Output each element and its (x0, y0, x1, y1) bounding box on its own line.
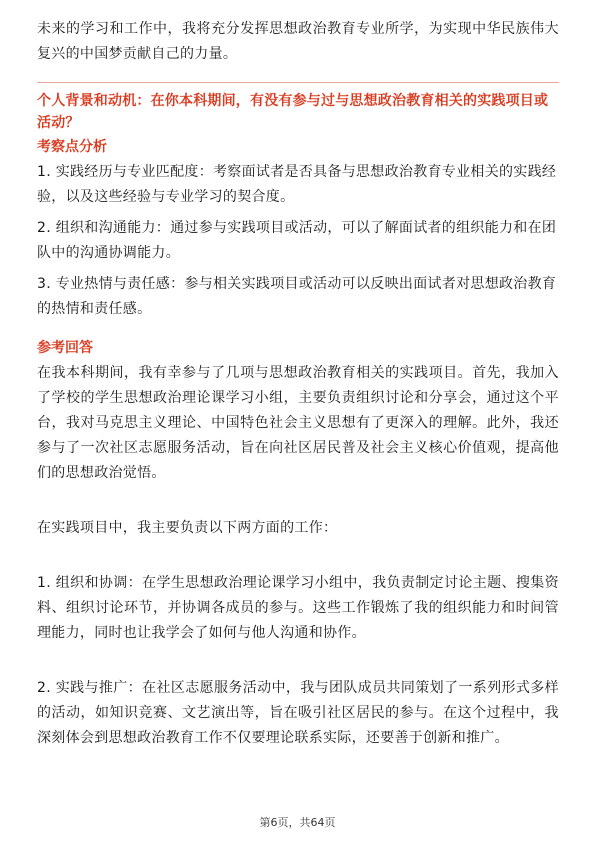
analysis-title: 考察点分析 (37, 139, 107, 155)
analysis-point: 3. 专业热情与责任感：参与相关实践项目或活动可以反映出面试者对思想政治教育的热情和责任感。 (37, 276, 557, 317)
document-page (37, 17, 559, 751)
analysis-point: 1. 实践经历与专业匹配度：考察面试者是否具备与思想政治教育专业相关的实践经验，以及这些经验与专业学习的契合度。 (37, 164, 557, 205)
answer-paragraph: 在我本科期间，我有幸参与了几项与思想政治教育相关的实践项目。首先，我加入了学校的学生思想政治理论课学习小组，主要负责组织讨论和分享会，通过这个平台，我对马克思主义理论、中国特色社会主义思想有了更深入的理解。此外，我还参与了一次社区志愿服务活动，旨在向社区居民普及社会主义核心价值观，提高他们的思想政治觉悟。 (37, 365, 559, 481)
answer-paragraph: 在实践项目中，我主要负责以下两方面的工作： (37, 520, 338, 536)
page-number: 第6页，共64页 (259, 816, 336, 829)
answer-section (37, 338, 559, 751)
analysis-point: 2. 组织和沟通能力：通过参与实践项目或活动，可以了解面试者的组织能力和在团队中的沟通协调能力。 (37, 220, 557, 261)
intro-paragraph: 未来的学习和工作中，我将充分发挥思想政治教育专业所学，为实现中华民族伟大复兴的中国梦贡献自己的力量。 (37, 21, 559, 62)
answer-title: 参考回答 (37, 340, 93, 356)
interview-question: 个人背景和动机：在你本科期间，有没有参与过与思想政治教育相关的实践项目或活动？ (37, 93, 549, 131)
answer-paragraph: 1. 组织和协调：在学生思想政治理论课学习小组中，我负责制定讨论主题、搜集资料、组织讨论环节，并协调各成员的参与。这些工作锻炼了我的组织能力和时间管理能力，同时也让我学会了如何与他人沟通和协作。 (37, 575, 559, 641)
section-divider (37, 82, 559, 83)
answer-paragraph: 2. 实践与推广：在社区志愿服务活动中，我与团队成员共同策划了一系列形式多样的活动，如知识竞赛、文艺演出等，旨在吸引社区居民的参与。在这个过程中，我深刻体会到思想政治教育工作不仅要理论联系实际，还要善于创新和推广。 (37, 680, 559, 746)
analysis-section (37, 137, 559, 322)
